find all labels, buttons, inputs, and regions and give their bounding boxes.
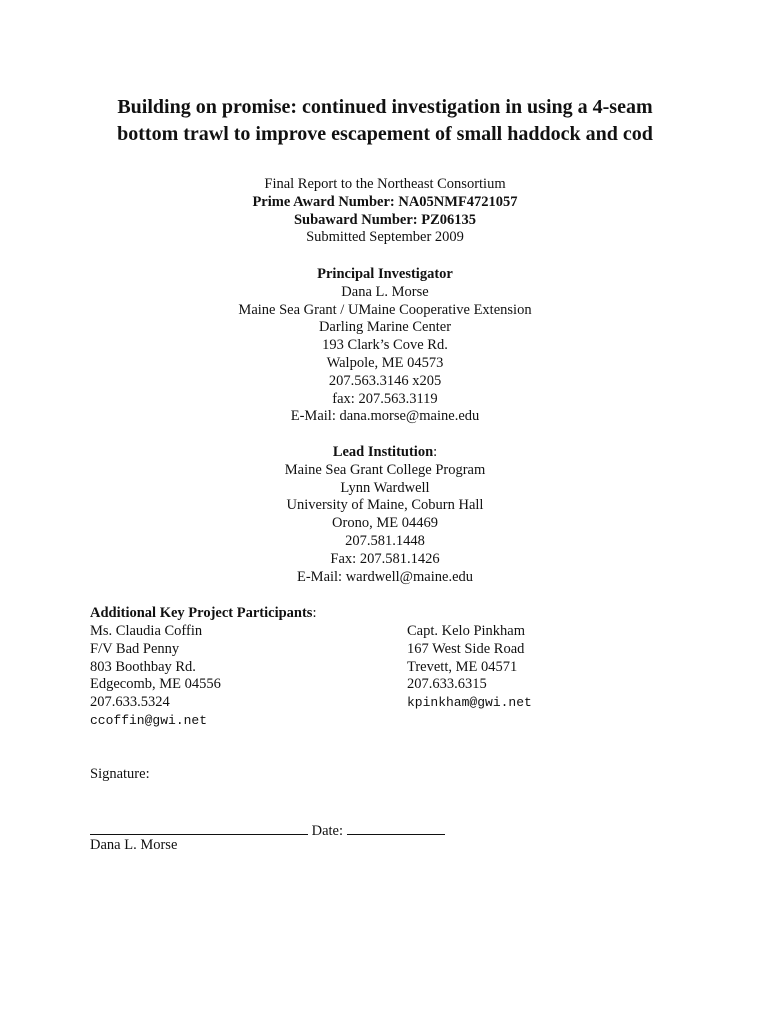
pi-line: 193 Clark’s Cove Rd.	[322, 337, 448, 354]
principal-investigator-block	[110, 266, 660, 426]
pi-line: Walpole, ME 04573	[326, 354, 444, 371]
participant-right-line: 207.633.6315	[407, 676, 487, 693]
lead-line: Orono, ME 04469	[332, 515, 438, 532]
lead-email: E-Mail: wardwell@maine.edu	[296, 568, 474, 585]
participant-left-line: Ms. Claudia Coffin	[90, 623, 203, 639]
prime-award-number: Prime Award Number: NA05NMF4721057	[252, 193, 518, 210]
lead-institution-heading: Lead Institution	[332, 444, 434, 460]
signer-name: Dana L. Morse	[90, 837, 178, 853]
participant-right-line: Trevett, ME 04571	[407, 658, 518, 675]
participant-left-line: 803 Boothbay Rd.	[90, 658, 196, 675]
subaward-number: Subaward Number: PZ06135	[293, 211, 477, 228]
pi-line: fax: 207.563.3119	[332, 390, 438, 407]
lead-line: Lynn Wardwell	[340, 479, 430, 496]
participant-left-email: ccoffin@gwi.net	[90, 712, 208, 728]
pi-line: Darling Marine Center	[318, 319, 452, 336]
lead-line: 207.581.1448	[345, 532, 425, 549]
pi-email: E-Mail: dana.morse@maine.edu	[290, 408, 480, 425]
participant-right-line: Capt. Kelo Pinkham	[407, 623, 526, 639]
title-line-1: Building on promise: continued investigation in using a 4-seam	[117, 96, 653, 118]
participant-right-email: kpinkham@gwi.net	[407, 695, 532, 711]
participant-left-line: Edgecomb, ME 04556	[90, 676, 221, 693]
lead-line: Maine Sea Grant College Program	[284, 461, 486, 478]
document-title	[60, 94, 710, 148]
pi-line: 207.563.3146 x205	[328, 372, 442, 389]
lead-line: Fax: 207.581.1426	[330, 550, 440, 567]
lead-institution-heading-row	[110, 444, 660, 462]
date-line[interactable]	[347, 820, 445, 835]
report-info	[110, 176, 660, 247]
signature-line[interactable]	[90, 820, 308, 835]
pi-line: Dana L. Morse	[341, 283, 429, 300]
participants-heading: Additional Key Project Participants	[90, 605, 313, 621]
participant-left-line: 207.633.5324	[90, 694, 170, 711]
submission-date: Submitted September 2009	[306, 229, 464, 246]
participant-left-line: F/V Bad Penny	[90, 640, 180, 657]
participant-left	[90, 623, 221, 730]
participants-heading-row	[90, 605, 316, 623]
date-label: Date:	[308, 823, 347, 839]
report-line: Final Report to the Northeast Consortium	[264, 176, 506, 192]
pi-heading: Principal Investigator	[317, 266, 453, 282]
lead-institution-block	[110, 444, 660, 586]
participants-colon: :	[312, 605, 317, 621]
participant-right	[407, 623, 532, 712]
title-line-2: bottom trawl to improve escapement of small haddock and cod	[117, 123, 653, 145]
pi-line: Maine Sea Grant / UMaine Cooperative Extension	[238, 301, 532, 318]
lead-institution-colon: :	[433, 444, 438, 460]
lead-line: University of Maine, Coburn Hall	[286, 497, 484, 514]
signature-label: Signature:	[90, 766, 150, 782]
participant-right-line: 167 West Side Road	[407, 640, 525, 657]
